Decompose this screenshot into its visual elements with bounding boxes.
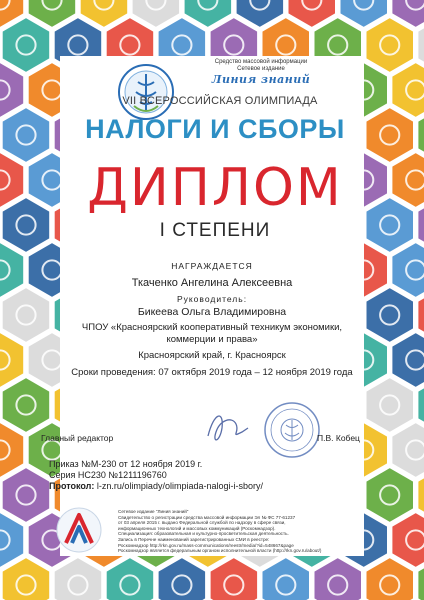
subject-title: НАЛОГИ И СБОРЫ (85, 114, 345, 144)
border-hexagon-tile (366, 377, 415, 433)
border-hexagon-tile (366, 107, 415, 163)
order-info (49, 459, 202, 481)
supervisor-label: Руководитель: (176, 294, 248, 304)
border-hexagon-tile (366, 17, 415, 73)
signature-icon (202, 402, 252, 452)
mass-media-label: Средство массовой информации (214, 59, 308, 65)
organization (52, 322, 372, 346)
registration-line: Свидетельство о регистрации средства массовой информации Эл № ФС 77-61237 (118, 514, 296, 520)
chief-editor-name: П.В. Кобец (317, 433, 360, 443)
mass-media-caption (186, 59, 336, 73)
organization-line-1: ЧПОУ «Красноярский кооперативный техникум экономики, (81, 322, 343, 333)
border-hexagon-tile (391, 152, 424, 208)
chief-editor-label: Главный редактор (41, 433, 114, 443)
border-hexagon-tile (2, 377, 51, 433)
supervisor-name: Бикеева Ольга Владимировна (137, 306, 287, 318)
border-hexagon-tile (391, 242, 424, 298)
registration-line: информационных технологий и массовых коммуникаций (Роскомнадзор). (118, 525, 276, 531)
olympiad-title: VII ВСЕРОССИЙСКАЯ ОЛИМПИАДА (122, 95, 318, 107)
registration-line: Роскомнадзор http://rkn.gov.ru/mass-communications/reestr/media/?id=548667&page (118, 542, 294, 548)
awarded-label: НАГРАЖДАЕТСЯ (171, 261, 253, 271)
border-hexagon-tile (391, 332, 424, 388)
series-line: Серия НС230 №1211196760 (49, 470, 167, 480)
registration-line: Специализация: образовательная и культурно-просветительская деятельность. (118, 531, 289, 537)
registration-logo-icon (54, 505, 104, 555)
event-dates: Сроки проведения: 07 октября 2019 года – 12 ноября 2019 года (71, 367, 353, 378)
recipient-name: Ткаченко Ангелина Алексеевна (131, 277, 293, 289)
protocol-label: Протокол: (49, 481, 95, 491)
brand-logo-icon (116, 62, 176, 122)
border-hexagon-tile (2, 467, 51, 523)
border-hexagon-tile (2, 197, 51, 253)
border-hexagon-tile (391, 422, 424, 478)
diploma-title: ДИПЛОМ (87, 158, 343, 218)
registration-info (118, 509, 388, 554)
region: Красноярский край, г. Красноярск (138, 350, 286, 361)
network-label: Сетевое издание (237, 66, 285, 72)
brand-name: Линия знаний (211, 73, 311, 86)
border-hexagon-tile (2, 287, 51, 343)
border-hexagon-tile (2, 107, 51, 163)
registration-line: Роскомнадзор является федеральным органом исполнительной власти (http://rkn.gov.ru/about/) (118, 548, 322, 554)
border-hexagon-tile (2, 17, 51, 73)
border-hexagon-tile (391, 62, 424, 118)
registration-line: от 03 апреля 2015 г. выдано Федеральной службой по надзору в сфере связи, (118, 520, 286, 526)
border-hexagon-tile (366, 197, 415, 253)
protocol-link[interactable]: l-zn.ru/olimpiady/olimpiada-nalogi-i-sbory/ (96, 481, 263, 491)
order-line: Приказ №М-230 от 12 ноября 2019 г. (49, 459, 203, 469)
organization-line-2: коммерции и права» (166, 334, 258, 345)
degree-title: I СТЕПЕНИ (159, 220, 271, 241)
registration-line: Запись в Перечне наименований зарегистрированных СМИ в реестре: (118, 536, 270, 542)
registration-line: Сетевое издание "Линия знаний" (118, 509, 189, 514)
official-stamp-icon (262, 400, 322, 460)
protocol-line (49, 481, 263, 491)
border-hexagon-tile (391, 512, 424, 568)
